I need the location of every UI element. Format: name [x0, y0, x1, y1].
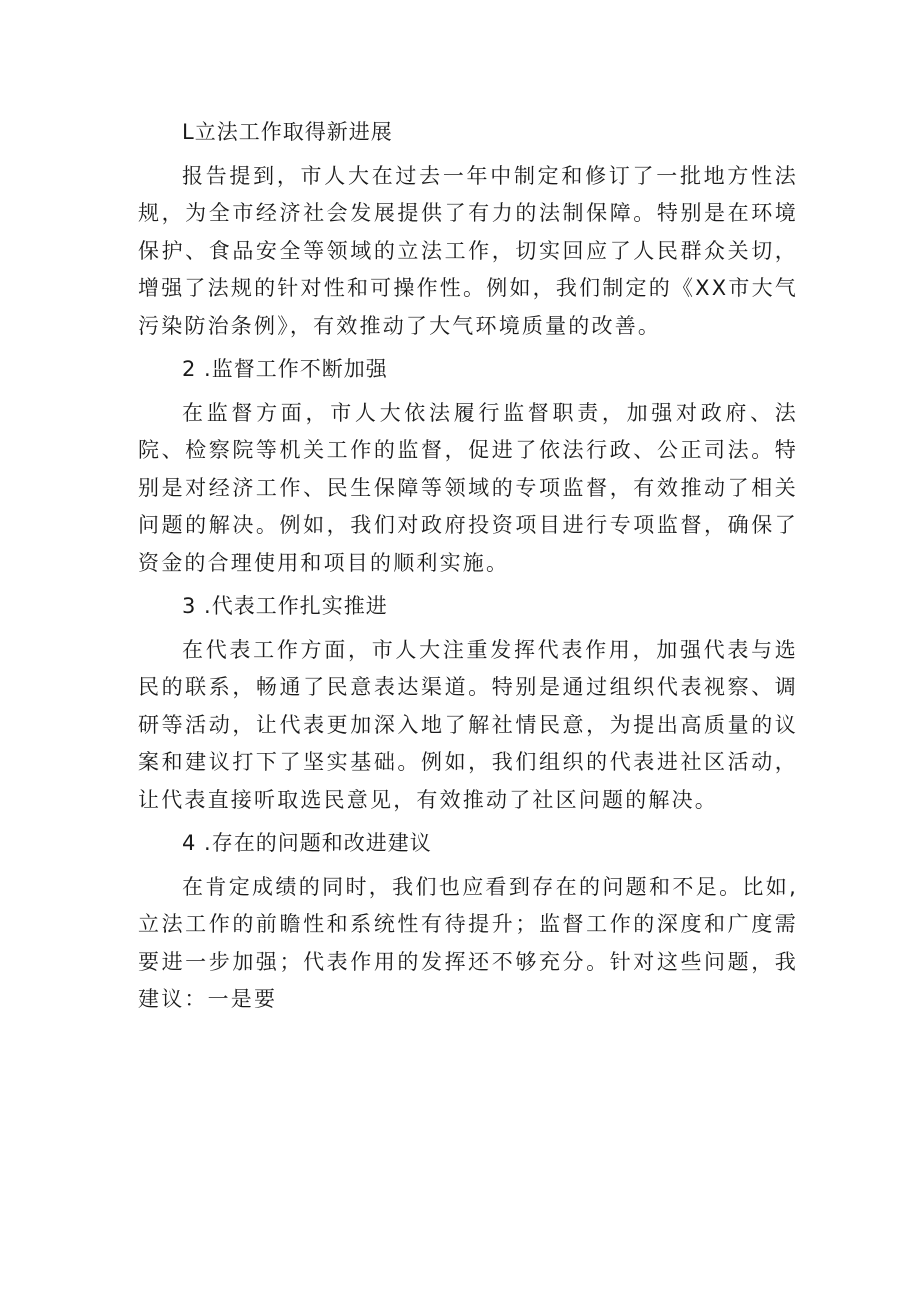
section-paragraph: 在肯定成绩的同时，我们也应看到存在的问题和不足。比如,立法工作的前瞻性和系统性有待提升；监督工作的深度和广度需要进一步加强；代表作用的发挥还不够充分。针对这些问题，我建议：一是要 [138, 874, 798, 1011]
section-supervision [138, 351, 798, 582]
section-heading: L立法工作取得新进展 [182, 120, 393, 144]
section-paragraph: 在代表工作方面，市人大注重发挥代表作用，加强代表与选民的联系，畅通了民意表达渠道。特别是通过组织代表视察、调研等活动，让代表更加深入地了解社情民意，为提出高质量的议案和建议打下了坚实基础。例如，我们组织的代表进社区活动，让代表直接听取选民意见，有效推动了社区问题的解决。 [138, 637, 798, 812]
section-paragraph: 在监督方面，市人大依法履行监督职责，加强对政府、法院、检察院等机关工作的监督，促进了依法行政、公正司法。特别是对经济工作、民生保障等领域的专项监督，有效推动了相关问题的解决。例如，我们对政府投资项目进行专项监督，确保了资金的合理使用和项目的顺利实施。 [138, 400, 798, 575]
section-legislation [138, 114, 798, 345]
section-paragraph: 报告提到，市人大在过去一年中制定和修订了一批地方性法规，为全市经济社会发展提供了有力的法制保障。特别是在环境保护、食品安全等领域的立法工作，切实回应了人民群众关切，增强了法规的针对性和可操作性。例如，我们制定的《XX市大气污染防治条例》，有效推动了大气环境质量的改善。 [138, 163, 798, 338]
section-heading: 2 .监督工作不断加强 [182, 357, 388, 381]
document-body [138, 114, 798, 1019]
section-heading: 4 .存在的问题和改进建议 [182, 831, 432, 855]
section-heading: 3 .代表工作扎实推进 [182, 594, 388, 618]
section-problems [138, 825, 798, 1019]
section-deputies [138, 588, 798, 819]
